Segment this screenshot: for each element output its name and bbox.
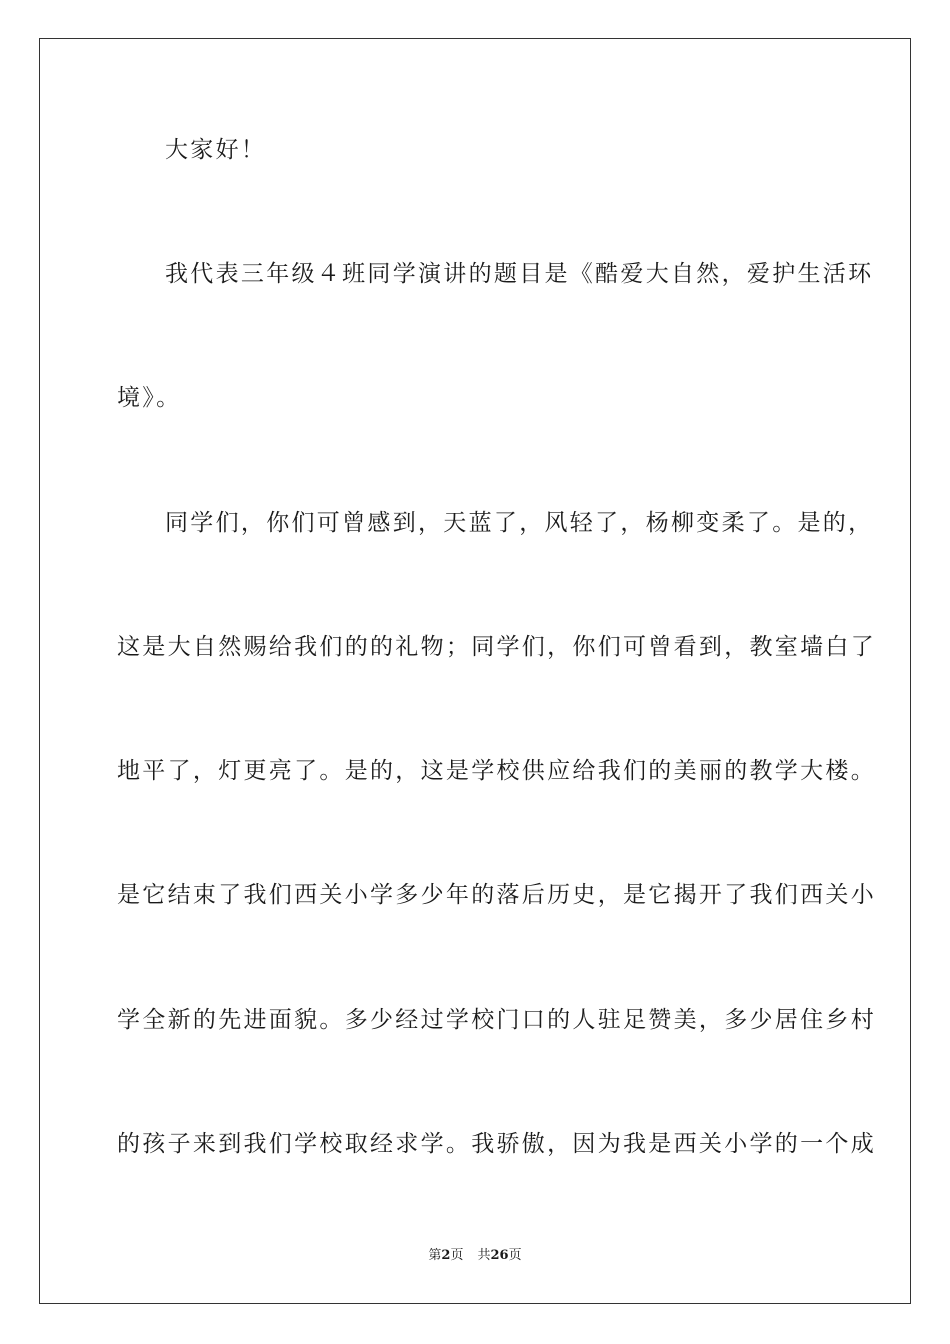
page-number: 2 bbox=[441, 1248, 451, 1263]
paragraph-line: 地平了，灯更亮了。是的，这是学校供应给我们的美丽的教学大楼。 bbox=[117, 758, 876, 784]
paragraph-line: 的孩子来到我们学校取经求学。我骄傲，因为我是西关小学的一个成 bbox=[117, 1131, 876, 1157]
paragraph-line: 学全新的先进面貌。多少经过学校门口的人驻足赞美，多少居住乡村 bbox=[117, 1007, 876, 1033]
page-suffix: 页 bbox=[450, 1248, 464, 1263]
page-prefix: 第 bbox=[428, 1248, 442, 1263]
paragraph-line: 这是大自然赐给我们的的礼物；同学们，你们可曾看到，教室墙白了 bbox=[117, 634, 876, 660]
total-prefix: 共 bbox=[477, 1248, 491, 1263]
total-pages: 26 bbox=[490, 1248, 509, 1263]
paragraph-line: 我代表三年级４班同学演讲的题目是《酷爱大自然，爱护生活环 bbox=[165, 261, 874, 287]
paragraph-line: 是它结束了我们西关小学多少年的落后历史，是它揭开了我们西关小 bbox=[117, 882, 876, 908]
paragraph-line: 境》。 bbox=[117, 385, 182, 411]
paragraph-line: 同学们，你们可曾感到，天蓝了，风轻了，杨柳变柔了。是的， bbox=[165, 510, 874, 536]
total-suffix: 页 bbox=[508, 1248, 522, 1263]
page-border bbox=[39, 38, 911, 1304]
page-footer bbox=[0, 1247, 950, 1265]
greeting-line: 大家好！ bbox=[165, 137, 267, 163]
